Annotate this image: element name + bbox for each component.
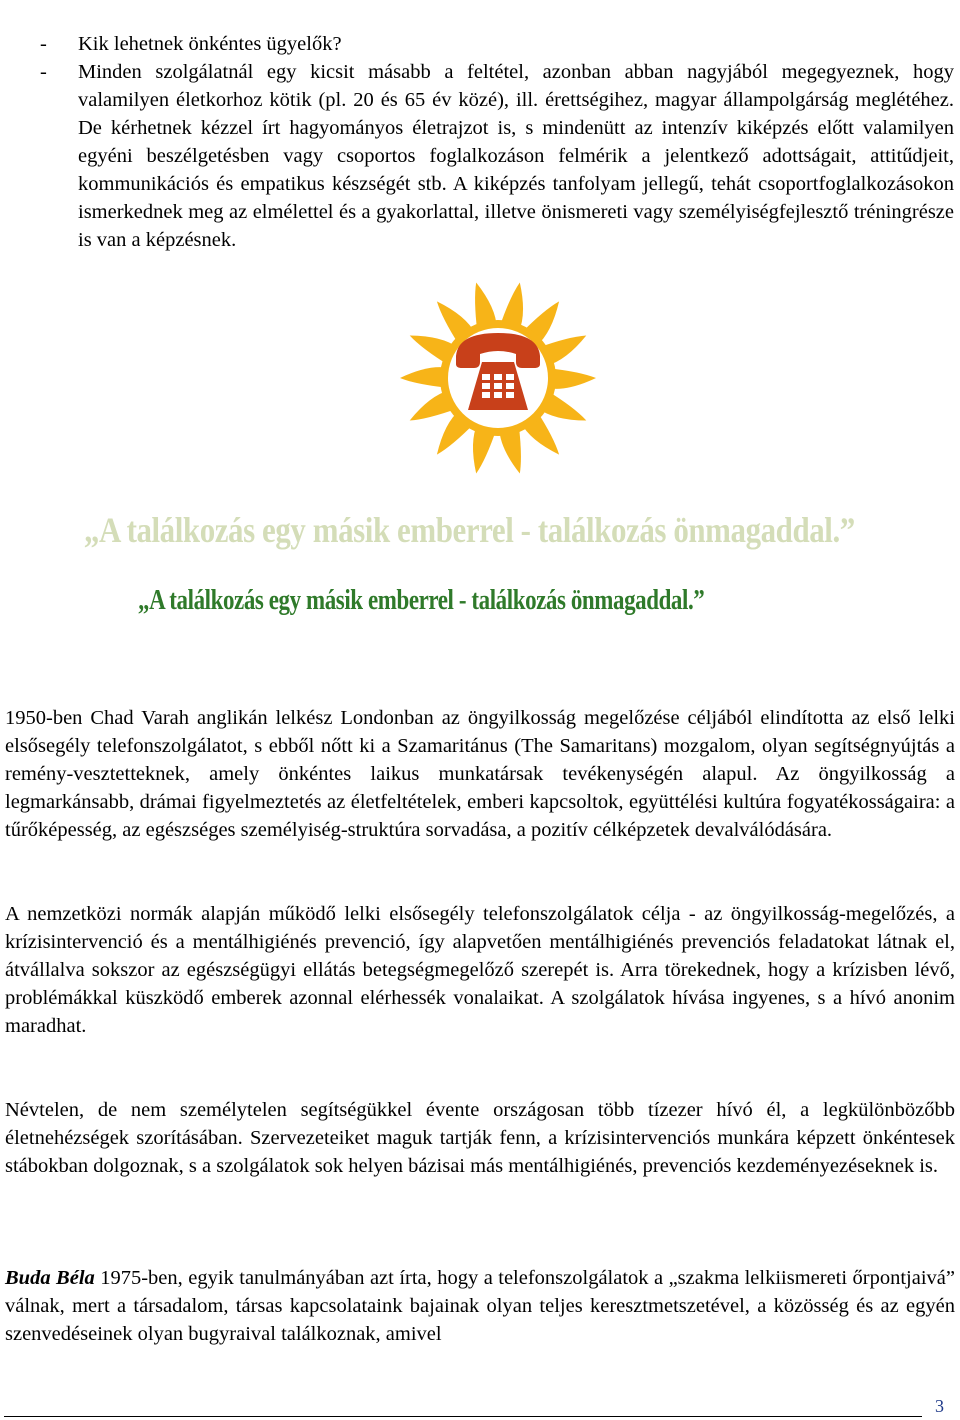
bullet-marker: - xyxy=(40,61,47,83)
bullet-item xyxy=(0,30,960,58)
bullet-marker: - xyxy=(40,33,47,55)
author-name: Buda Béla xyxy=(5,1267,95,1289)
page-number: 3 xyxy=(935,1396,944,1416)
motto-green: „A találkozás egy másik emberrel - találkozás önmagaddal.” xyxy=(138,585,705,616)
bullet-item xyxy=(0,58,960,254)
paragraph-norms: A nemzetközi normák alapján működő lelki elsősegély telefonszolgálatok célja - az öngyilkosság-megelőzés, a krízisintervenció és a mentálhigiénés prevenció, így alapvetően mentálhigiénés prevenciós feladatokat látnak el, átvállalva sokszor az egészségügyi ellátás betegségmegelőző szerepét is. Arra törekednek, hogy a krízisben lévő, problémákkal küszködő emberek azonnal elérhessék vonalaikat. A szolgálatok hívása ingyenes, s a hívó anonim maradhat. xyxy=(5,903,955,1037)
motto-faded: „A találkozás egy másik emberrel - találkozás önmagaddal.” xyxy=(84,510,855,550)
bullet-text: Kik lehetnek önkéntes ügyelők? xyxy=(78,33,342,55)
paragraph-samaritans: 1950-ben Chad Varah anglikán lelkész Londonban az öngyilkosság megelőzése céljából elindította az első lelki elsősegély telefonszolgálatot, s ebből nőtt ki a Szamaritánus (The Samaritans) mozgalom, olyan segítségnyújtás a remény-vesztetteknek, amely önkéntes laikus munkatársak tevékenységén alapul. Az öngyilkosság a legmarkánsabb, drámai figyelmeztetés az életfeltételek, emberi kapcsoltok, együttélési kultúra fogyatékosságaira: a tűrőképesség, az egészséges személyiség-struktúra sorvadása, a pozitív célképzetek devalválódására. xyxy=(5,707,955,841)
bullet-list xyxy=(0,30,960,254)
paragraph-buda-bela xyxy=(5,1264,955,1348)
footer-rule xyxy=(4,1416,922,1417)
bullet-text: Minden szolgálatnál egy kicsit másabb a feltétel, azonban abban nagyjából megegyeznek, hogy valamilyen életkorhoz kötik (pl. 20 és 65 év közé), ill. érettségihez, magyar állampolgárság meglétéhez. De kérhetnek kézzel írt hagyományos életrajzot is, s mindenütt az intenzív kiképzés előtt valamilyen egyéni beszélgetésben vagy csoportos foglalkozáson felmérik a jelentkező adottságait, attitűdjeit, kommunikációs és empatikus készségét stb. A kiképzés tanfolyam jellegű, tehát csoportfoglalkozásokon ismerkednek meg az elmélettel és a gyakorlattal, illetve önismereti vagy személyiségfejlesztő tréningrésze is van a képzésnek. xyxy=(78,61,954,251)
paragraph-text: 1975-ben, egyik tanulmányában azt írta, hogy a telefonszolgálatok a „szakma lelkiismereti őrpontjaivá” válnak, mert a társadalom, társas kapcsolataink bajainak olyan teljes keresztmetszetével, a közösség és az egyén szenvedéseinek olyan bugyraival találkoznak, amivel xyxy=(5,1267,955,1345)
phone-keypad xyxy=(482,374,514,398)
paragraph-anonymous: Névtelen, de nem személytelen segítségükkel évente országosan több tízezer hívó él, a legkülönbözőbb életnehézségek szorításában. Szervezeteiket maguk tartják fenn, a krízisintervenciós munkára képzett önkéntesek stábokban dolgoznak, s a szolgálatok sok helyen bázisai más mentálhigiénés, prevenciós kezdeményezéseknek is. xyxy=(5,1099,955,1177)
sun-telephone-icon xyxy=(398,278,598,478)
